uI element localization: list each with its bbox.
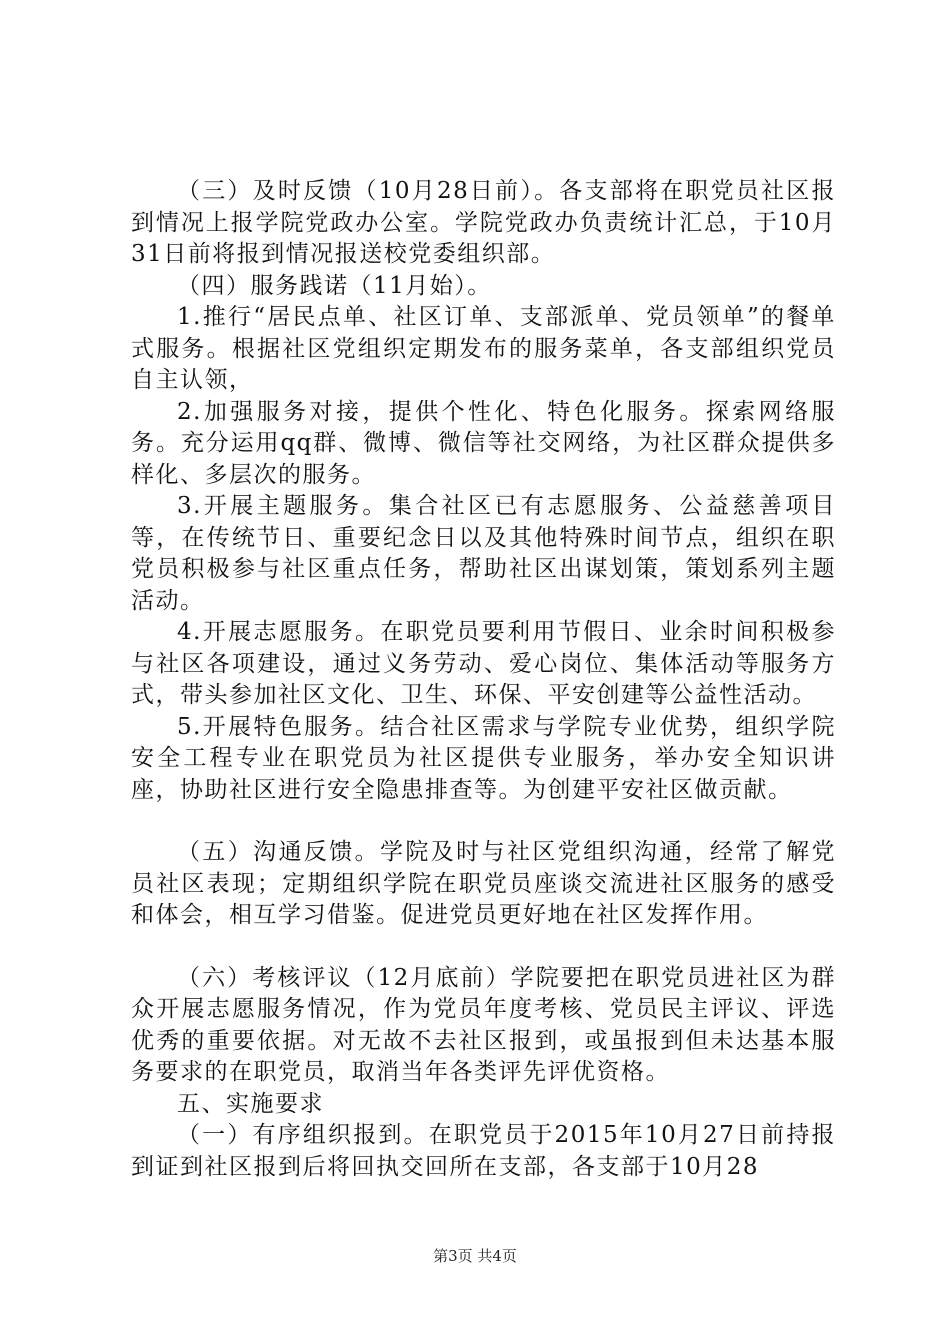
paragraph-item-4: 4.开展志愿服务。在职党员要利用节假日、业余时间积极参与社区各项建设，通过义务劳动、爱心岗位、集体活动等服务方式，带头参加社区文化、卫生、环保、平安创建等公益性活动。: [131, 619, 836, 708]
paragraph-service-commitment: （四）服务践诺（11月始）。: [177, 272, 492, 299]
paragraph-timely-feedback: （三）及时反馈（10月28日前）。各支部将在职党员社区报到情况上报学院党政办公室。学院党政办负责统计汇总，于10月31日前将报到情况报送校党委组织部。: [131, 178, 836, 267]
document-body: [131, 176, 836, 1183]
paragraph-gap: [131, 932, 836, 963]
paragraph-communication-feedback: （五）沟通反馈。学院及时与社区党组织沟通，经常了解党员社区表现；定期组织学院在职党员座谈交流进社区服务的感受和体会，相互学习借鉴。促进党员更好地在社区发挥作用。: [131, 839, 836, 928]
paragraph-item-3: 3.开展主题服务。集合社区已有志愿服务、公益慈善项目等，在传统节日、重要纪念日以及其他特殊时间节点，组织在职党员积极参与社区重点任务，帮助社区出谋划策，策划系列主题活动。: [131, 493, 836, 614]
paragraph-item-5: 5.开展特色服务。结合社区需求与学院专业优势，组织学院安全工程专业在职党员为社区提供专业服务，举办安全知识讲座，协助社区进行安全隐患排查等。为创建平安社区做贡献。: [131, 713, 836, 803]
paragraph-orderly-registration: （一）有序组织报到。在职党员于2015年10月27日前持报到证到社区报到后将回执交回所在支部，各支部于10月28: [131, 1122, 836, 1180]
page-number-footer: 第3页 共4页: [433, 1247, 517, 1265]
section-heading-implementation: 五、实施要求: [177, 1090, 324, 1117]
paragraph-item-1: 1.推行“居民点单、社区订单、支部派单、党员领单”的餐单式服务。根据社区党组织定期发布的服务菜单，各支部组织党员自主认领，: [131, 304, 836, 393]
paragraph-gap: [131, 806, 836, 837]
paragraph-assessment: （六）考核评议（12月底前）学院要把在职党员进社区为群众开展志愿服务情况，作为党员年度考核、党员民主评议、评选优秀的重要依据。对无故不去社区报到，或虽报到但未达基本服务要求的在职党员，取消当年各类评先评优资格。: [131, 964, 836, 1085]
paragraph-item-2: 2.加强服务对接，提供个性化、特色化服务。探索网络服务。充分运用qq群、微博、微信等社交网络，为社区群众提供多样化、多层次的服务。: [131, 398, 836, 488]
